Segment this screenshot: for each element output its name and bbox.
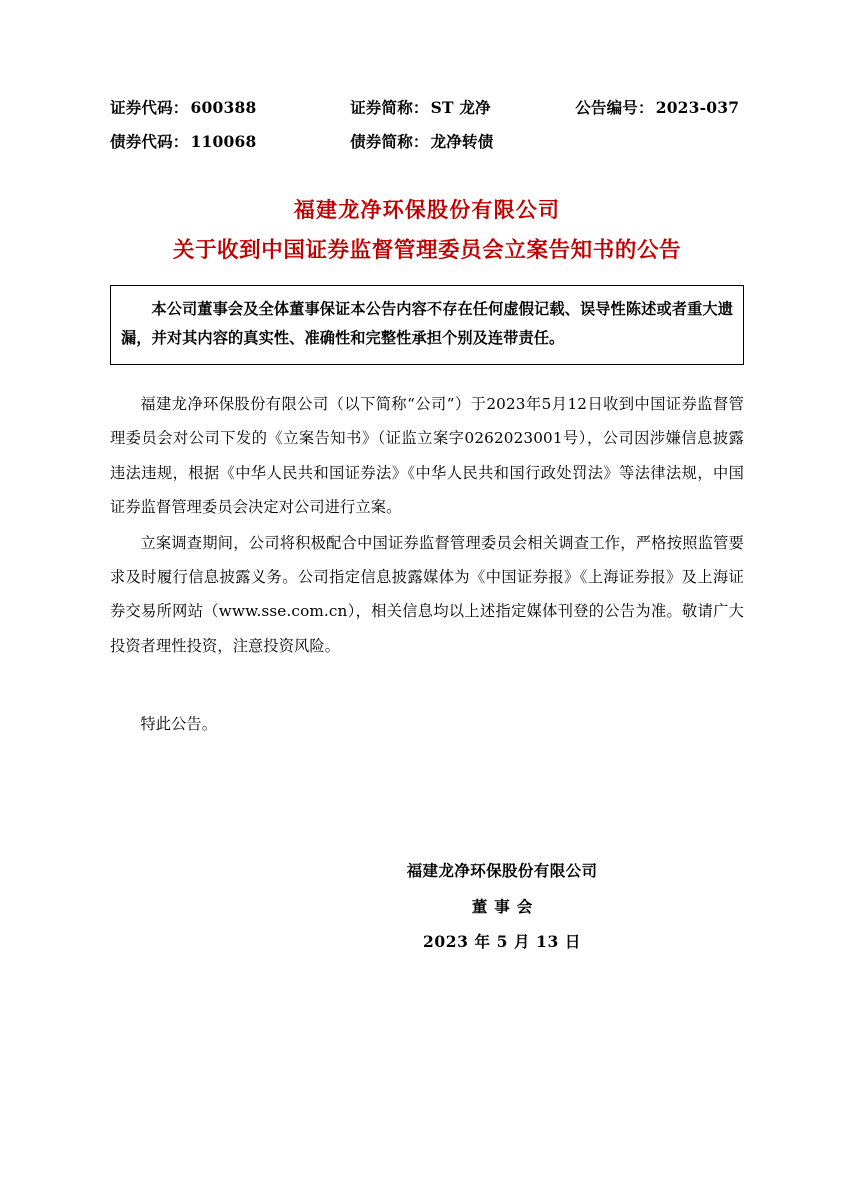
signature-company: 福建龙净环保股份有限公司 xyxy=(406,860,598,880)
title-block xyxy=(110,194,744,267)
signature-board: 董事会 xyxy=(471,896,540,916)
security-name-label: 证券简称： xyxy=(350,98,429,117)
announcement-number-value: 2023-037 xyxy=(655,98,740,117)
announcement-number-label: 公告编号： xyxy=(575,98,654,117)
announcement-number-cell xyxy=(575,96,744,118)
bond-name-label: 债券简称： xyxy=(350,132,429,151)
body-paragraph-2: 立案调查期间，公司将积极配合中国证券监督管理委员会相关调查工作，严格按照监管要求及时履行信息披露义务。公司指定信息披露媒体为《中国证券报》《上海证券报》及上海证券交易所网站（www.sse.com.cn），相关信息均以上述指定媒体刊登的公告为准。敬请广大投资者理性投资，注意投资风险。 xyxy=(110,533,744,655)
document-body xyxy=(110,387,744,741)
bond-code-label: 债券代码： xyxy=(110,132,189,151)
header-row-bond xyxy=(110,130,744,164)
security-name-value: ST 龙净 xyxy=(430,98,491,117)
security-code-value: 600388 xyxy=(190,98,257,117)
signature-date: 2023 年 5 月 13 日 xyxy=(423,932,581,952)
security-name-cell xyxy=(350,96,575,118)
disclaimer-text: 本公司董事会及全体董事保证本公告内容不存在任何虚假记载、误导性陈述或者重大遗漏，并对其内容的真实性、准确性和完整性承担个别及连带责任。 xyxy=(121,299,733,348)
security-code-label: 证券代码： xyxy=(110,98,189,117)
bond-code-cell xyxy=(110,130,350,152)
header-row-securities xyxy=(110,96,744,130)
security-code-cell xyxy=(110,96,350,118)
signature-block xyxy=(110,853,744,960)
body-notice: 特此公告。 xyxy=(140,714,218,733)
document-header xyxy=(110,0,744,164)
document-content xyxy=(110,0,744,960)
bond-name-cell xyxy=(350,130,575,152)
body-paragraph-1: 福建龙净环保股份有限公司（以下简称“公司”）于2023年5月12日收到中国证券监督管理委员会对公司下发的《立案告知书》（证监立案字0262023001号），公司因涉嫌信息披露违法违规，根据《中华人民共和国证券法》《中华人民共和国行政处罚法》等法律法规，中国证券监督管理委员会决定对公司进行立案。 xyxy=(110,395,744,516)
announcement-title: 关于收到中国证券监督管理委员会立案告知书的公告 xyxy=(172,237,682,263)
bond-code-value: 110068 xyxy=(190,132,257,151)
disclaimer-box xyxy=(110,285,744,365)
bond-name-value: 龙净转债 xyxy=(430,132,494,151)
company-title: 福建龙净环保股份有限公司 xyxy=(293,197,561,222)
